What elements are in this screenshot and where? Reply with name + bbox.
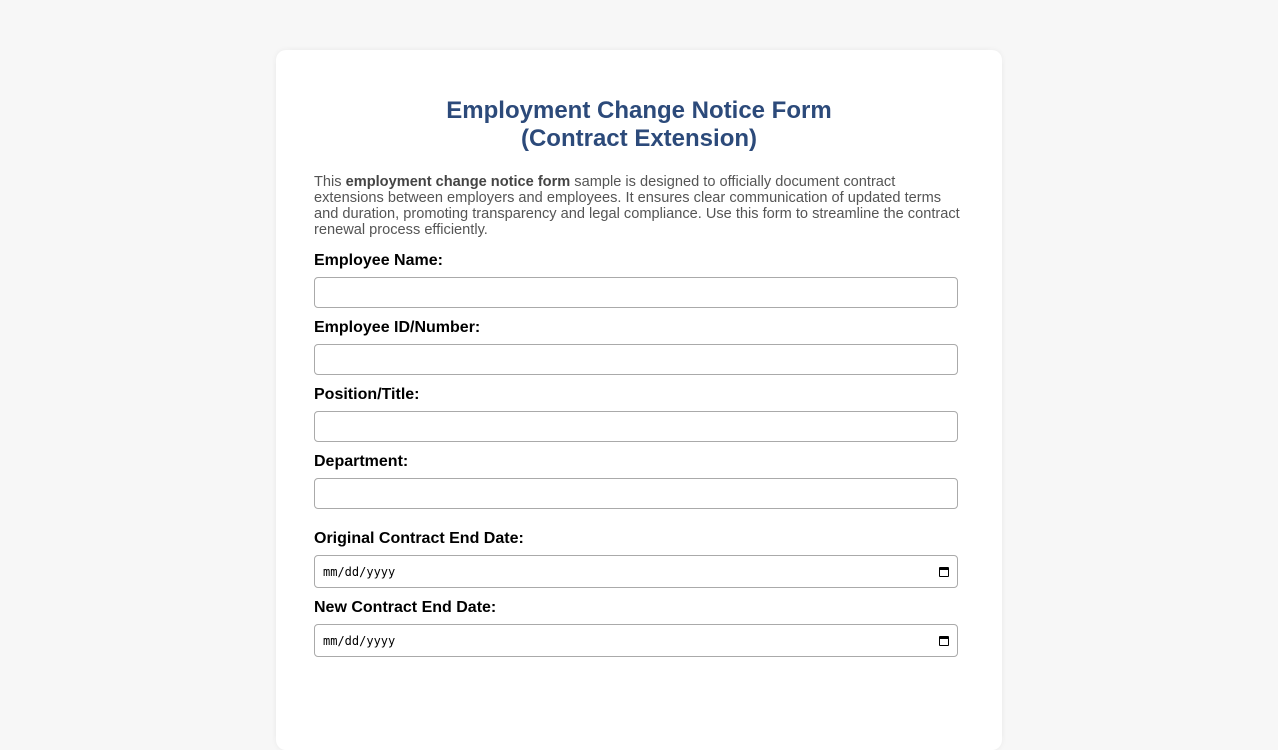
new-end-date-input[interactable] [314, 624, 958, 657]
form-description [314, 174, 964, 238]
employee-id-label: Employee ID/Number: [314, 319, 481, 336]
calendar-icon[interactable] [939, 567, 949, 577]
desc-rest: sample is designed to officially document contract extensions between employers and employees. It ensures clear communication of updated terms and duration, promoting transparency and legal compliance. Use this form to streamline the contract renewal process efficiently. [314, 174, 960, 238]
department-input[interactable] [314, 478, 958, 509]
desc-prefix: This [314, 174, 346, 190]
date-placeholder: mm/dd/yyyy [323, 564, 396, 579]
title-line-1: Employment Change Notice Form [446, 97, 832, 124]
calendar-icon[interactable] [939, 636, 949, 646]
title-line-2: (Contract Extension) [520, 125, 757, 152]
page-title [276, 97, 1002, 153]
form-card [276, 50, 1002, 750]
employee-name-input[interactable] [314, 277, 958, 308]
new-end-date-label: New Contract End Date: [314, 599, 497, 616]
original-end-date-input[interactable] [314, 555, 958, 588]
position-title-input[interactable] [314, 411, 958, 442]
position-title-label: Position/Title: [314, 386, 420, 403]
original-end-date-label: Original Contract End Date: [314, 530, 524, 547]
date-placeholder: mm/dd/yyyy [323, 633, 396, 648]
desc-bold: employment change notice form [345, 174, 571, 190]
department-label: Department: [314, 453, 409, 470]
employee-name-label: Employee Name: [314, 252, 443, 269]
employee-id-input[interactable] [314, 344, 958, 375]
